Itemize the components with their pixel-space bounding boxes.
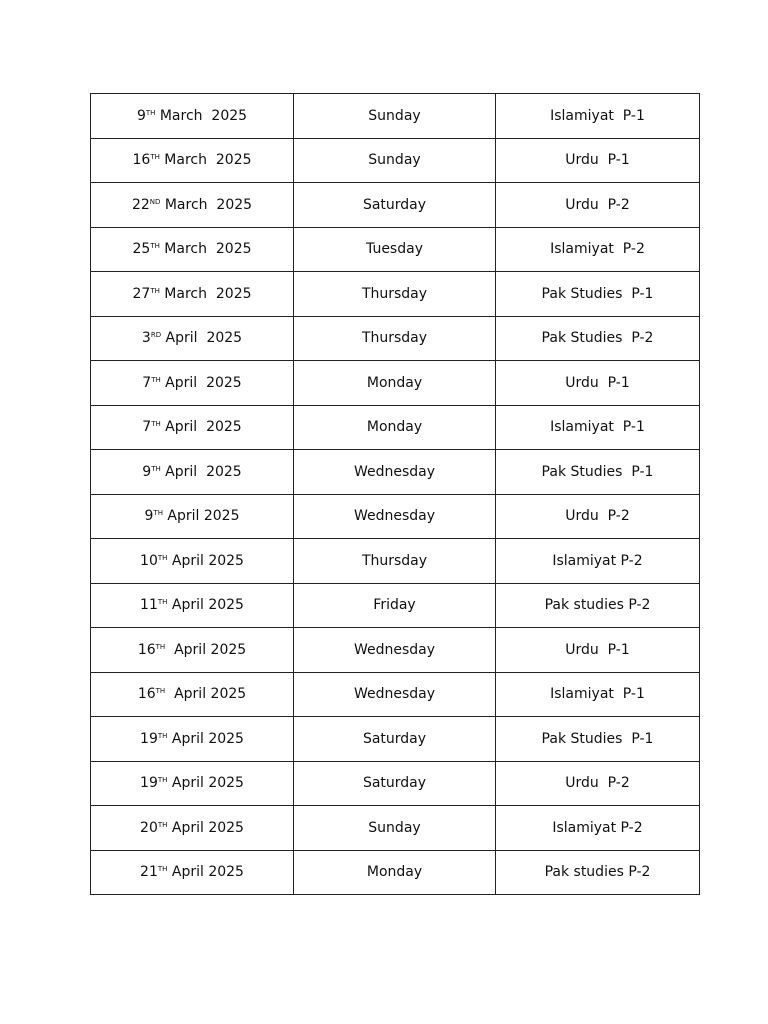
- subject-cell: Islamiyat P-1: [496, 405, 700, 450]
- table-row: [91, 94, 700, 139]
- date-cell: [91, 761, 294, 806]
- day-number: 9: [142, 463, 152, 480]
- ordinal-suffix: TH: [157, 865, 168, 874]
- date-cell: [91, 806, 294, 851]
- subject-cell: Urdu P-2: [496, 761, 700, 806]
- subject-cell: Urdu P-2: [496, 494, 700, 539]
- date-cell: [91, 94, 294, 139]
- subject-cell: Islamiyat P-2: [496, 227, 700, 272]
- weekday-cell: Tuesday: [294, 227, 496, 272]
- month-year: March 2025: [159, 241, 252, 258]
- date-cell: [91, 361, 294, 406]
- day-number: 25: [132, 241, 151, 258]
- ordinal-suffix: TH: [157, 820, 168, 829]
- day-number: 22: [131, 196, 150, 213]
- month-year: April 2025: [160, 419, 242, 436]
- ordinal-suffix: TH: [145, 108, 156, 117]
- ordinal-suffix: TH: [150, 286, 160, 295]
- subject-cell: Urdu P-1: [496, 628, 700, 673]
- weekday-cell: Monday: [294, 405, 496, 450]
- day-number: 7: [142, 374, 152, 391]
- date-cell: [91, 316, 294, 361]
- month-year: April 2025: [160, 463, 242, 480]
- weekday-cell: Wednesday: [294, 672, 496, 717]
- date-cell: [91, 405, 294, 450]
- table-row: [91, 316, 700, 361]
- table-row: [91, 361, 700, 406]
- day-number: 3: [141, 330, 151, 347]
- month-year: April 2025: [162, 508, 240, 525]
- weekday-cell: Thursday: [294, 316, 496, 361]
- weekday-cell: Sunday: [294, 806, 496, 851]
- table-row: [91, 583, 700, 628]
- ordinal-suffix: TH: [155, 642, 166, 651]
- subject-cell: Pak Studies P-1: [496, 450, 700, 495]
- date-cell: [91, 138, 294, 183]
- weekday-cell: Saturday: [294, 717, 496, 762]
- day-number: 16: [137, 641, 156, 658]
- subject-cell: Pak studies P-2: [496, 583, 700, 628]
- date-cell: [91, 583, 294, 628]
- ordinal-suffix: TH: [155, 687, 166, 696]
- month-year: April 2025: [165, 686, 247, 703]
- month-year: April 2025: [167, 819, 244, 836]
- ordinal-suffix: RD: [150, 331, 162, 340]
- table-row: [91, 227, 700, 272]
- date-cell: [91, 628, 294, 673]
- table-row: [91, 450, 700, 495]
- table-row: [91, 806, 700, 851]
- subject-cell: Urdu P-2: [496, 183, 700, 228]
- date-cell: [91, 272, 294, 317]
- date-cell: [91, 717, 294, 762]
- day-number: 21: [140, 864, 158, 881]
- day-number: 16: [132, 152, 151, 169]
- weekday-cell: Saturday: [294, 761, 496, 806]
- month-year: April 2025: [160, 374, 242, 391]
- month-year: April 2025: [167, 552, 244, 569]
- weekday-cell: Sunday: [294, 138, 496, 183]
- table-row: [91, 494, 700, 539]
- ordinal-suffix: TH: [157, 553, 168, 562]
- month-year: April 2025: [167, 864, 244, 881]
- table-row: [91, 539, 700, 584]
- day-number: 20: [140, 819, 158, 836]
- day-number: 7: [142, 419, 152, 436]
- month-year: March 2025: [159, 285, 252, 302]
- month-year: April 2025: [167, 775, 244, 792]
- weekday-cell: Monday: [294, 361, 496, 406]
- date-cell: [91, 183, 294, 228]
- date-cell: [91, 450, 294, 495]
- table-row: [91, 761, 700, 806]
- subject-cell: Pak Studies P-1: [496, 272, 700, 317]
- ordinal-suffix: TH: [153, 509, 163, 518]
- ordinal-suffix: TH: [151, 464, 161, 473]
- subject-cell: Pak studies P-2: [496, 850, 700, 895]
- table-row: [91, 183, 700, 228]
- weekday-cell: Monday: [294, 850, 496, 895]
- month-year: March 2025: [155, 107, 248, 124]
- weekday-cell: Wednesday: [294, 450, 496, 495]
- day-number: 11: [140, 597, 158, 614]
- exam-schedule-body: [91, 94, 700, 895]
- weekday-cell: Wednesday: [294, 494, 496, 539]
- weekday-cell: Thursday: [294, 272, 496, 317]
- weekday-cell: Thursday: [294, 539, 496, 584]
- subject-cell: Islamiyat P-2: [496, 539, 700, 584]
- month-year: April 2025: [165, 641, 247, 658]
- weekday-cell: Saturday: [294, 183, 496, 228]
- ordinal-suffix: TH: [157, 598, 168, 607]
- subject-cell: Islamiyat P-1: [496, 94, 700, 139]
- day-number: 9: [136, 107, 146, 124]
- table-row: [91, 850, 700, 895]
- table-row: [91, 628, 700, 673]
- ordinal-suffix: ND: [149, 197, 161, 206]
- table-row: [91, 717, 700, 762]
- month-year: April 2025: [161, 330, 243, 347]
- subject-cell: Pak Studies P-2: [496, 316, 700, 361]
- ordinal-suffix: TH: [151, 375, 161, 384]
- month-year: April 2025: [167, 597, 244, 614]
- day-number: 10: [140, 552, 158, 569]
- date-cell: [91, 672, 294, 717]
- table-row: [91, 272, 700, 317]
- date-cell: [91, 494, 294, 539]
- date-cell: [91, 227, 294, 272]
- table-row: [91, 672, 700, 717]
- subject-cell: Urdu P-1: [496, 138, 700, 183]
- ordinal-suffix: TH: [157, 731, 168, 740]
- subject-cell: Pak Studies P-1: [496, 717, 700, 762]
- month-year: April 2025: [167, 730, 244, 747]
- table-row: [91, 138, 700, 183]
- table-row: [91, 405, 700, 450]
- exam-schedule-table: [90, 93, 700, 895]
- subject-cell: Urdu P-1: [496, 361, 700, 406]
- ordinal-suffix: TH: [150, 153, 160, 162]
- month-year: March 2025: [160, 196, 253, 213]
- ordinal-suffix: TH: [150, 242, 160, 251]
- day-number: 19: [140, 775, 158, 792]
- day-number: 16: [137, 686, 156, 703]
- month-year: March 2025: [159, 152, 252, 169]
- subject-cell: Islamiyat P-2: [496, 806, 700, 851]
- ordinal-suffix: TH: [151, 420, 161, 429]
- day-number: 9: [144, 508, 154, 525]
- weekday-cell: Wednesday: [294, 628, 496, 673]
- date-cell: [91, 850, 294, 895]
- day-number: 27: [132, 285, 151, 302]
- ordinal-suffix: TH: [157, 776, 168, 785]
- day-number: 19: [140, 730, 158, 747]
- date-cell: [91, 539, 294, 584]
- weekday-cell: Friday: [294, 583, 496, 628]
- weekday-cell: Sunday: [294, 94, 496, 139]
- subject-cell: Islamiyat P-1: [496, 672, 700, 717]
